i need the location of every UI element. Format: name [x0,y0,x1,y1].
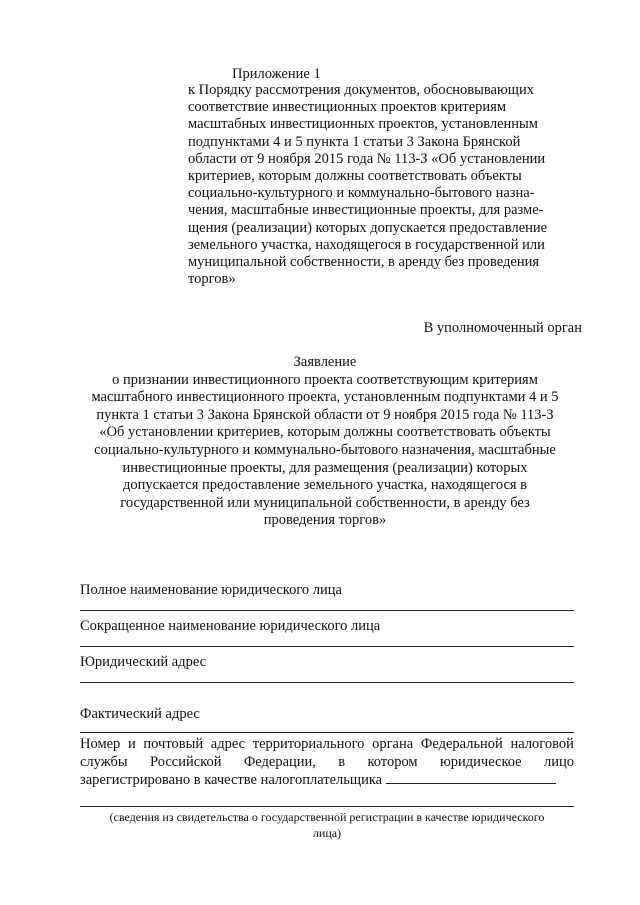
actual-address-field [80,705,574,723]
tax-authority-line[interactable] [80,806,574,807]
tax-line-3-text: зарегистрировано в качестве налогоплательщика [80,772,383,788]
short-name-line[interactable] [80,646,574,647]
tax-word: в [338,753,346,770]
tax-line-2 [80,754,574,772]
appendix-line: торгов» [188,271,236,288]
full-name-line[interactable] [80,610,574,611]
actual-address-label: Фактический адрес [80,706,200,722]
tax-word: Федеральной [420,736,503,752]
footnote-line: (сведения из свидетельства о государственной регистрации в качестве юридического [109,810,545,824]
tax-word: Федерации, [243,753,316,770]
appendix-line: критериев, которым должны соответствовать объекты [188,168,522,185]
appendix-title: Приложение 1 [232,66,321,82]
short-name-label: Сокращенное наименование юридического лица [80,618,381,634]
tax-line-3 [80,771,574,790]
tax-authority-field [80,736,574,790]
statement-line: социально-культурного и коммунально-бытового назначения, масштабные [94,441,556,458]
tax-word: котором [367,753,418,770]
recipient: В уполномоченный орган [423,320,582,336]
tax-word: лицо [543,753,574,770]
appendix-line: масштабных инвестиционных проектов, установленным [188,116,538,133]
short-name-field [80,617,574,635]
registration-footnote [80,809,574,841]
statement-line: «Об установлении критериев, которым должны соответствовать объекты [99,424,551,441]
appendix-line: области от 9 ноября 2015 года № 113-З «Об установлении [188,150,546,167]
tax-word: службы [80,753,128,770]
statement-block [60,354,590,530]
tax-authority-blank[interactable] [386,771,556,784]
actual-address-line[interactable] [80,732,574,733]
statement-line: инвестиционные проекты, для размещения (реализации) которых [122,459,528,476]
statement-heading: Заявление [293,354,357,370]
tax-word: адрес [210,736,246,752]
legal-address-line[interactable] [80,682,574,683]
appendix-line: подпунктами 4 и 5 пункта 1 статьи 3 Закона Брянской [188,133,521,150]
tax-word: почтовый [143,736,204,752]
full-name-label: Полное наименование юридического лица [80,582,342,598]
footnote-line: лица) [312,826,342,840]
tax-word: юридическое [439,753,522,770]
appendix-line: муниципальной собственности, в аренду без проведения [188,254,540,271]
statement-line: масштабного инвестиционного проекта, установленным подпунктами 4 и 5 [91,389,559,406]
tax-word: и [127,736,136,752]
statement-line: проведения торгов» [263,512,387,529]
appendix-line: к Порядку рассмотрения документов, обосновывающих [188,82,534,98]
tax-line-1 [80,736,574,754]
appendix-line: щения (реализации) которых допускается предоставление [188,219,548,236]
legal-address-label: Юридический адрес [80,654,207,670]
full-name-field [80,581,574,599]
tax-word: органа [372,736,414,752]
statement-line: допускается предоставление земельного участка, находящегося в [122,477,528,494]
tax-word: Российской [150,753,222,770]
tax-word: налоговой [510,736,574,752]
appendix-line: земельного участка, находящегося в государственной или [188,236,545,253]
tax-word: территориального [252,736,365,752]
statement-line: государственной или муниципальной собственности, в аренду без [120,494,530,511]
appendix-line: соответствие инвестиционных проектов критериям [188,99,507,116]
tax-word: Номер [80,736,121,752]
statement-line: пункта 1 статьи 3 Закона Брянской области от 9 ноября 2015 года № 113-З [96,406,554,423]
legal-address-field [80,653,574,671]
statement-line: о признании инвестиционного проекта соответствующим критериям [112,371,538,388]
appendix-line: чения, масштабные инвестиционные проекты, для разме- [188,202,544,219]
appendix-reference [188,82,588,288]
appendix-line: социально-культурного и коммунально-бытового назна- [188,185,535,202]
